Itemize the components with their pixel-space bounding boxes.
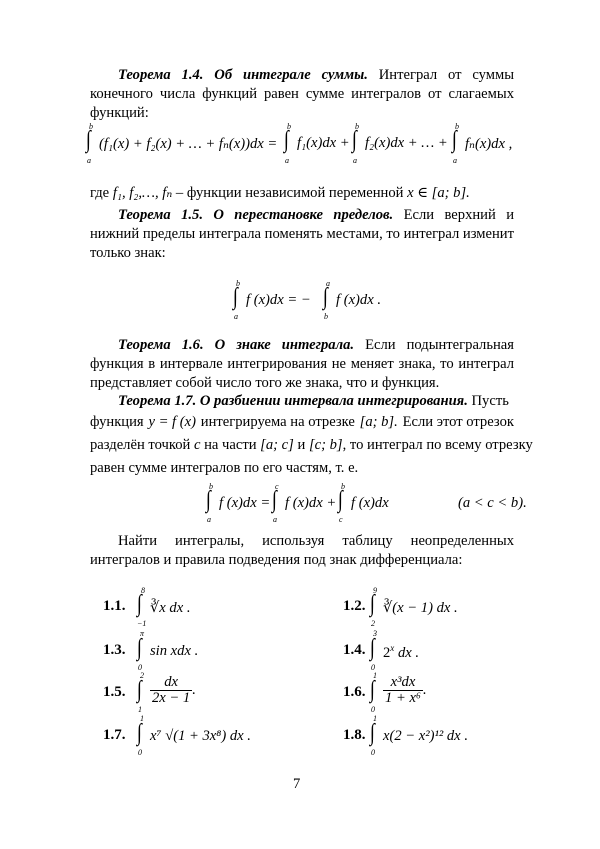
numerator: x³dx (383, 675, 423, 691)
exercise-expression (383, 643, 419, 662)
denominator: 2x − 1 (152, 690, 191, 706)
where-functions: f₁, f₂,…, fₙ (112, 185, 173, 201)
upper-limit: 1 (373, 714, 377, 723)
theorem-1-6-text: Если подынтегральная функция в интервале интегрирования не меняет знака, то интеграл представляет собой число того же знака, что и функция. (90, 337, 514, 391)
where-prefix: где (90, 185, 110, 201)
upper-limit: 3 (373, 629, 377, 638)
exercise-label: 1.3. (103, 642, 126, 658)
integral-sign: ∫ (206, 487, 211, 513)
theorem-1-4-paragraph (90, 66, 514, 123)
upper-limit: 2 (140, 671, 144, 680)
text-fragment: и (297, 437, 306, 453)
exercise-label: 1.8. (343, 727, 366, 743)
theorem-1-6-title: Теорема 1.6. О знаке интеграла. (118, 337, 355, 353)
theorem-1-7-line-2 (90, 414, 514, 431)
exercise-expression: x⁷ √(1 + 3x⁸) dx . (150, 728, 251, 744)
upper-limit: b (341, 482, 345, 491)
where-condition: x ∈ [a; b]. (407, 185, 470, 201)
formula-rhs-term-2: f₂(x)dx + … + (365, 135, 448, 151)
integral-sign: ∫ (370, 635, 375, 661)
lower-limit: a (234, 312, 238, 321)
upper-limit: π (140, 629, 145, 638)
lower-limit: a (353, 156, 357, 165)
upper-limit: 8 (141, 586, 145, 595)
fraction (383, 675, 423, 706)
where-line (90, 184, 470, 202)
integral-sign: ∫ (272, 487, 277, 513)
lower-limit: b (324, 312, 328, 321)
lower-limit: 0 (138, 748, 142, 757)
lower-limit: a (453, 156, 457, 165)
text-fragment: разделён точкой (90, 437, 191, 453)
theorem-1-5-title: Теорема 1.5. О перестановке пределов. (118, 207, 394, 223)
formula-rhs-term-1: f₁(x)dx + (297, 135, 350, 151)
upper-limit: a (326, 279, 330, 288)
formula-rhs: f (x)dx . (336, 292, 381, 308)
integral-sign: ∫ (137, 720, 142, 746)
lower-limit: c (339, 515, 343, 524)
segment-expression: [a; c] (260, 437, 294, 453)
integral-sign: ∫ (370, 591, 375, 617)
theorem-1-7-line-3 (90, 437, 533, 454)
theorem-1-4-text: Интеграл от суммы конечного числа функций равен сумме интегралов от слагаемых функций: (90, 67, 515, 121)
formula-lhs: (f₁(x) + f₂(x) + … + fₙ(x))dx = (99, 136, 278, 152)
expression-text: sin xdx . (150, 643, 199, 659)
upper-limit: 1 (373, 671, 377, 680)
exercise-expression (150, 675, 196, 706)
page-number: 7 (293, 776, 301, 792)
task-paragraph: Найти интегралы, используя таблицу неопределенных интегралов и правила подведения под знак дифференциала: (90, 533, 514, 568)
expression-base: 2 (383, 645, 391, 661)
upper-limit: b (455, 122, 459, 131)
exercise-label: 1.5. (103, 684, 126, 700)
formula-lhs: f (x)dx = − (246, 292, 311, 308)
lower-limit: a (273, 515, 277, 524)
upper-limit: b (236, 279, 240, 288)
theorem-1-7-title-line (118, 393, 509, 410)
text-fragment: на части (204, 437, 257, 453)
segment-expression: [c; b] (308, 437, 343, 453)
exercise-expression: ∛(x − 1) dx . (383, 600, 458, 616)
segment-expression: [a; b]. (359, 414, 398, 430)
integral-sign: ∫ (137, 591, 142, 617)
text-fragment: Если этот отрезок (402, 414, 514, 430)
exercise-expression (383, 675, 427, 706)
integral-sign: ∫ (284, 127, 289, 153)
formula-term-2: f (x)dx + (285, 495, 337, 511)
lower-limit: 0 (371, 663, 375, 672)
lower-limit: 0 (371, 748, 375, 757)
upper-limit: c (275, 482, 279, 491)
expression-exponent: x (390, 643, 395, 653)
integral-sign: ∫ (352, 127, 357, 153)
integral-sign: ∫ (323, 284, 328, 310)
lower-limit: a (285, 156, 289, 165)
exercise-label: 1.4. (343, 642, 366, 658)
text-fragment: , то интеграл по всему отрезку (342, 437, 533, 453)
theorem-1-4-title: Теорема 1.4. Об интеграле суммы. (118, 67, 368, 83)
lower-limit: a (207, 515, 211, 524)
upper-limit: 9 (373, 586, 377, 595)
point-c: c (193, 437, 201, 453)
integral-sign: ∫ (137, 677, 142, 703)
expression-tail: dx . (394, 645, 420, 661)
text-fragment: интегрируема на отрезке (200, 414, 355, 430)
formula-condition: (a < c < b). (458, 495, 527, 511)
exercise-expression (150, 643, 198, 660)
theorem-1-7-title: Теорема 1.7. О разбиении интервала интегрирования. (118, 393, 468, 409)
expression-tail: . (192, 681, 196, 698)
upper-limit: b (89, 122, 93, 131)
exercise-label: 1.1. (103, 598, 126, 614)
lower-limit: 2 (371, 619, 375, 628)
integral-sign: ∫ (370, 720, 375, 746)
upper-limit: b (355, 122, 359, 131)
formula-rhs-term-3: fₙ(x)dx , (465, 136, 513, 152)
exercise-label: 1.2. (343, 598, 366, 614)
exercise-expression: ∛x dx . (150, 600, 191, 616)
fraction (150, 675, 192, 706)
numerator: dx (150, 675, 192, 691)
integral-sign: ∫ (452, 127, 457, 153)
integral-sign: ∫ (233, 284, 238, 310)
lower-limit: 0 (138, 663, 142, 672)
upper-limit: b (209, 482, 213, 491)
exercise-label: 1.6. (343, 684, 366, 700)
theorem-1-5-paragraph (90, 206, 514, 263)
theorem-1-7-line-4: равен сумме интегралов по его частям, т. е. (90, 460, 359, 476)
theorem-1-5-text: Если верхний и нижний пределы интеграла поменять местами, то интеграл изменит только знак: (90, 207, 514, 261)
lower-limit: −1 (137, 619, 147, 628)
theorem-1-7-line1-end: Пусть (467, 393, 509, 409)
lower-limit: 1 (138, 705, 142, 714)
lower-limit: a (87, 156, 91, 165)
text-fragment: функция (90, 414, 144, 430)
denominator: 1 + x⁶ (385, 690, 421, 706)
exercise-label: 1.7. (103, 727, 126, 743)
function-expression: y = f (x) (148, 414, 196, 430)
formula-term-3: f (x)dx (351, 495, 389, 511)
integral-sign: ∫ (338, 487, 343, 513)
upper-limit: b (287, 122, 291, 131)
exercise-expression: x(2 − x²)¹² dx . (383, 728, 468, 744)
integral-sign: ∫ (370, 677, 375, 703)
formula-term-1: f (x)dx = (219, 495, 271, 511)
where-middle: – функции независимой переменной (172, 185, 404, 201)
integral-sign: ∫ (137, 635, 142, 661)
integral-sign: ∫ (86, 127, 91, 153)
expression-tail: . (423, 681, 427, 698)
lower-limit: 0 (371, 705, 375, 714)
upper-limit: 1 (140, 714, 144, 723)
theorem-1-6-paragraph (90, 336, 514, 393)
